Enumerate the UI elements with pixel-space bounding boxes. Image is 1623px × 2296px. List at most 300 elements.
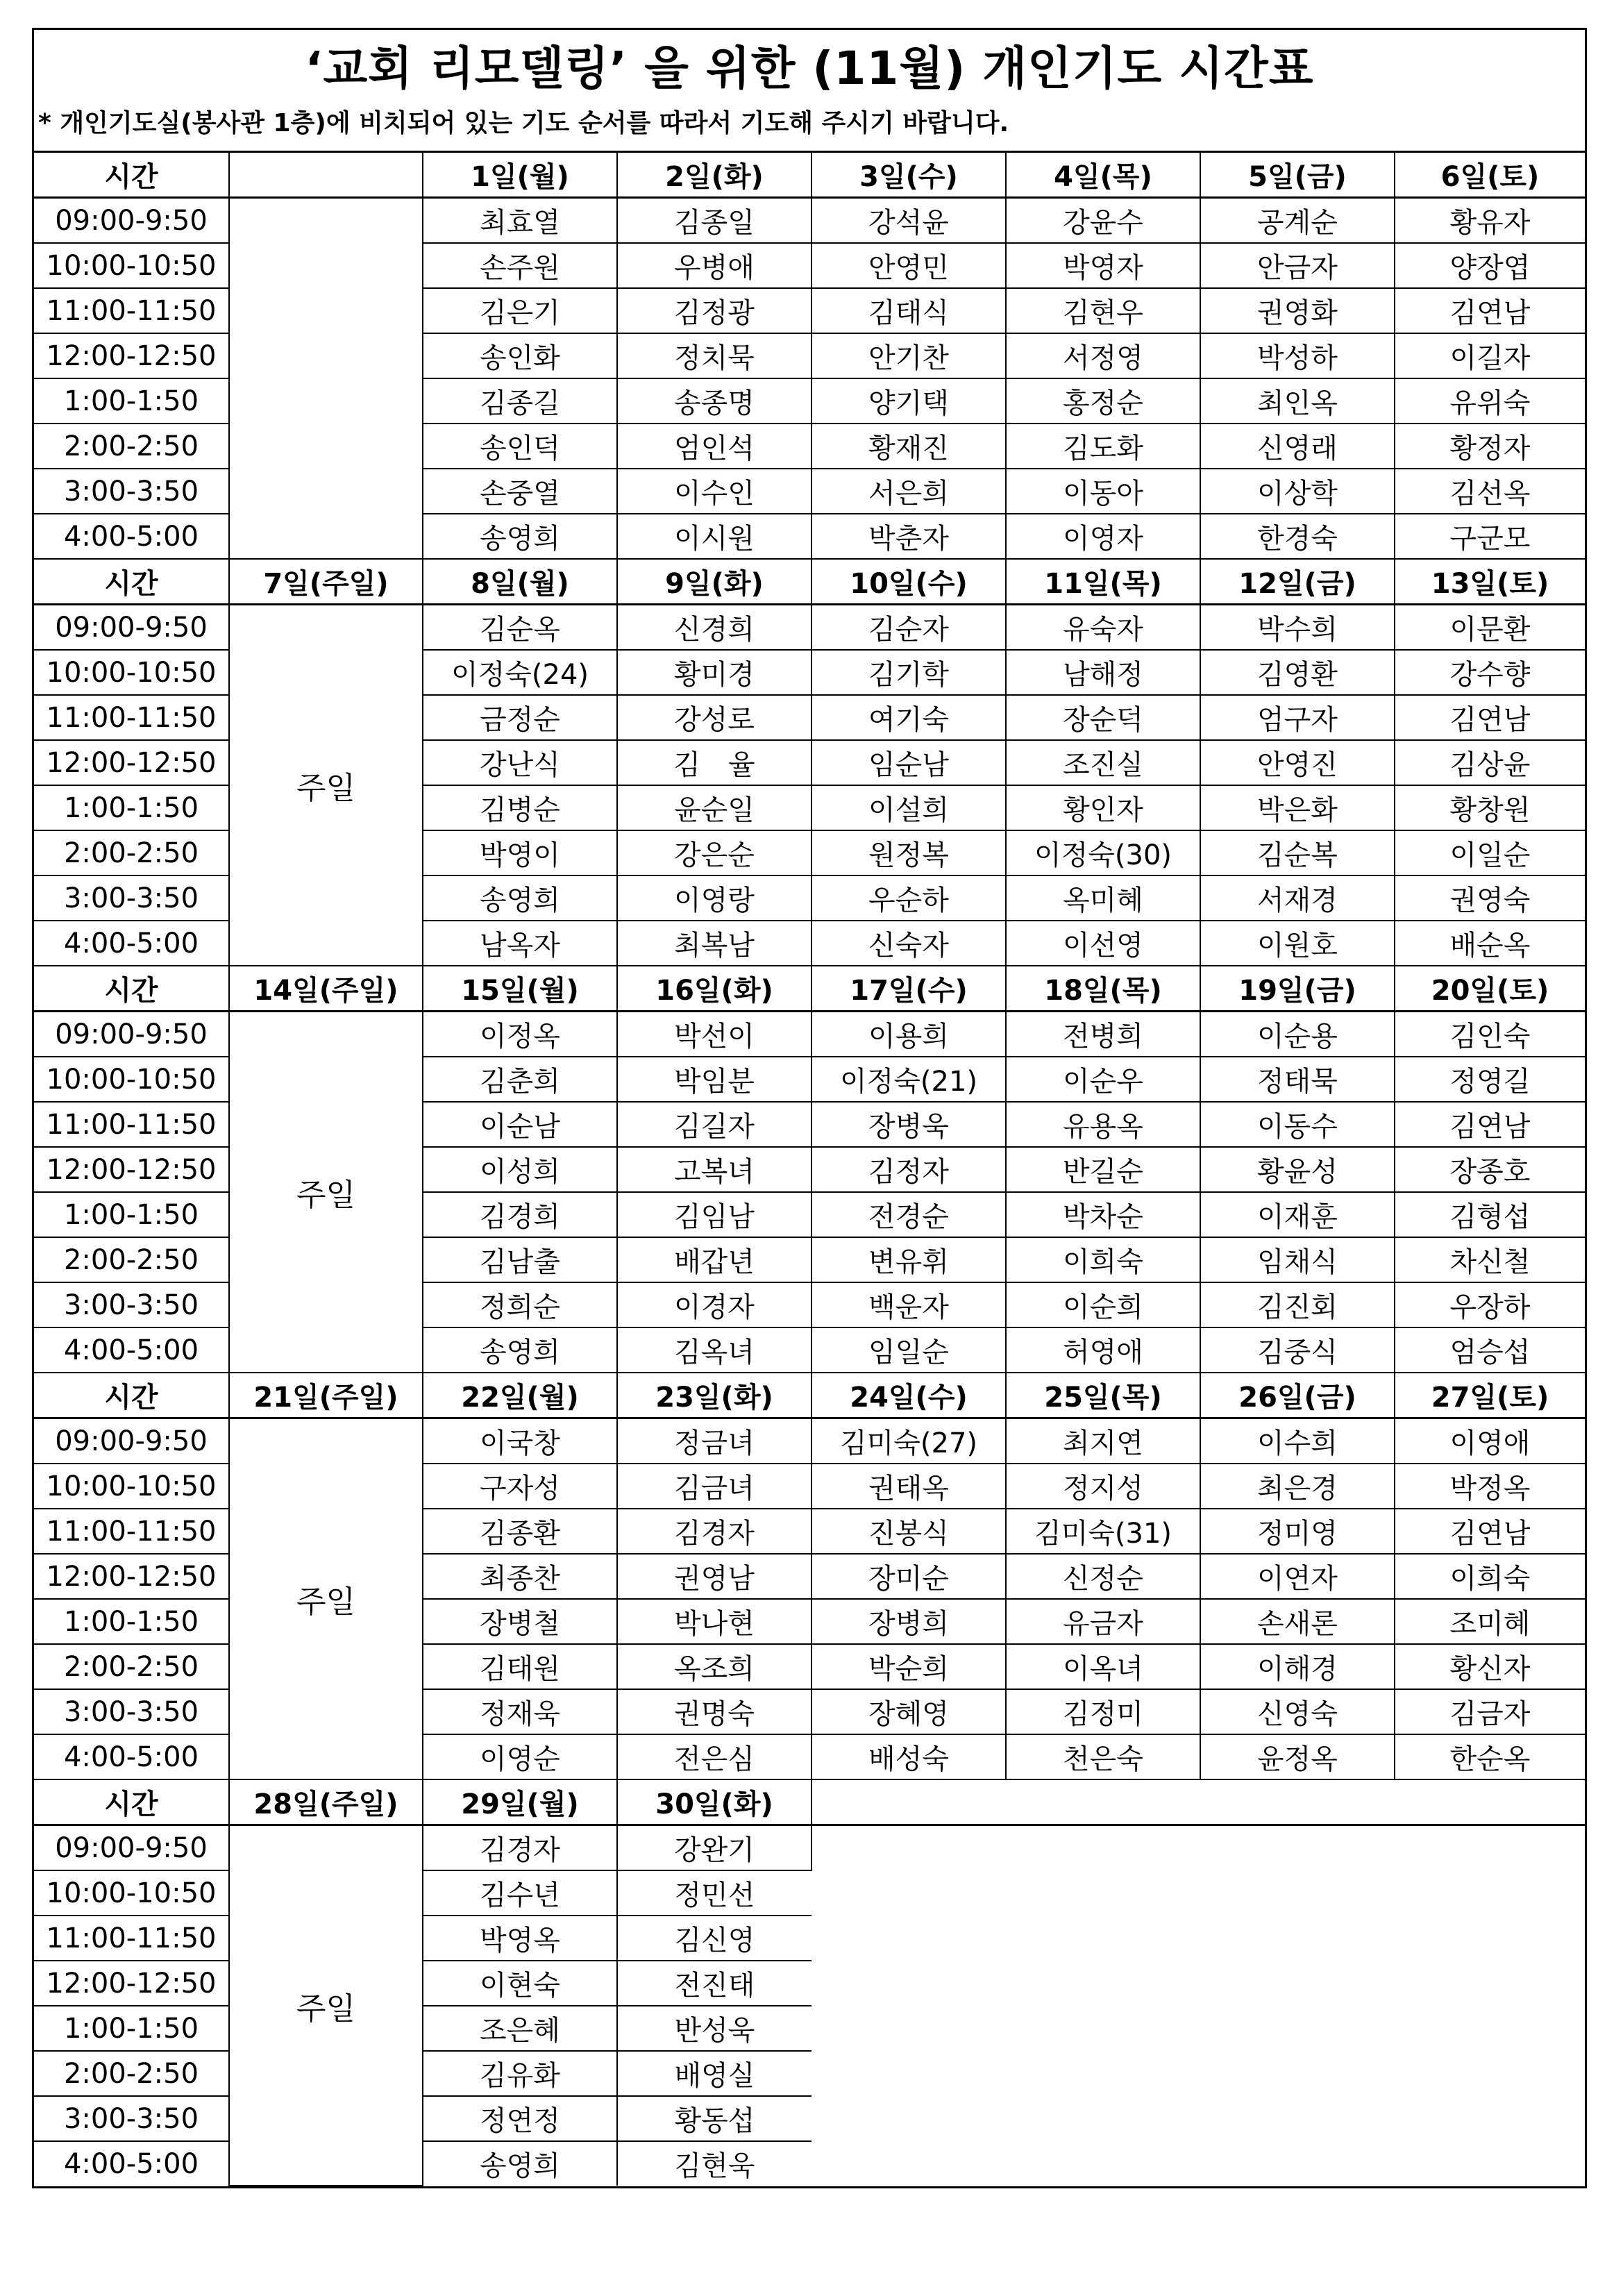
- prayer-name-cell: 공계순: [1200, 198, 1395, 244]
- prayer-name-cell: 김경자: [423, 1825, 617, 1871]
- time-slot-cell: 10:00-10:50: [34, 243, 229, 288]
- prayer-name-cell: 이성희: [423, 1147, 617, 1192]
- prayer-name-cell: 최복남: [617, 921, 812, 966]
- prayer-name-cell: 장미순: [812, 1554, 1006, 1599]
- day-header: 2일(화): [617, 152, 812, 198]
- prayer-name-cell: 손새론: [1200, 1599, 1395, 1644]
- prayer-name-cell: 황인자: [1006, 785, 1200, 830]
- prayer-name-cell: 손중열: [423, 469, 617, 514]
- instruction-note: * 개인기도실(봉사관 1층)에 비치되어 있는 기도 순서를 따라서 기도해 주시기 바랍니다.: [38, 109, 1009, 137]
- time-slot-cell: 12:00-12:50: [34, 740, 229, 785]
- prayer-name-cell: 구군모: [1395, 514, 1585, 559]
- prayer-name-cell: 최지연: [1006, 1418, 1200, 1464]
- sunday-date-header: 14일(주일): [229, 966, 423, 1012]
- prayer-name-cell: 김은기: [423, 288, 617, 333]
- prayer-name-cell: 이해경: [1200, 1644, 1395, 1689]
- time-slot-cell: 2:00-2:50: [34, 1644, 229, 1689]
- prayer-name-cell: 송인화: [423, 333, 617, 378]
- prayer-name-cell: 최은경: [1200, 1464, 1395, 1509]
- sunday-cell: [229, 198, 423, 560]
- prayer-name-cell: 김경희: [423, 1192, 617, 1237]
- prayer-name-cell: 김금녀: [617, 1464, 812, 1509]
- prayer-name-cell: 박순희: [812, 1644, 1006, 1689]
- day-header: 24일(수): [812, 1373, 1006, 1418]
- time-slot-row: [34, 1012, 1585, 1057]
- prayer-name-cell: 정지성: [1006, 1464, 1200, 1509]
- time-slot-cell: 1:00-1:50: [34, 378, 229, 424]
- day-header: 12일(금): [1200, 559, 1395, 605]
- prayer-name-cell: 임채식: [1200, 1237, 1395, 1282]
- prayer-name-cell: 옥미혜: [1006, 875, 1200, 921]
- prayer-name-cell: 한경숙: [1200, 514, 1395, 559]
- time-slot-cell: 3:00-3:50: [34, 1689, 229, 1734]
- prayer-name-cell: 배순옥: [1395, 921, 1585, 966]
- day-header: 10일(수): [812, 559, 1006, 605]
- prayer-name-cell: 장병희: [812, 1599, 1006, 1644]
- prayer-name-cell: 김춘희: [423, 1057, 617, 1102]
- prayer-name-cell: 원정복: [812, 830, 1006, 875]
- prayer-name-cell: 윤순일: [617, 785, 812, 830]
- prayer-name-cell: 변유휘: [812, 1237, 1006, 1282]
- prayer-name-cell: 김순복: [1200, 830, 1395, 875]
- prayer-name-cell: 이현숙: [423, 1961, 617, 2006]
- time-slot-cell: 12:00-12:50: [34, 1147, 229, 1192]
- prayer-name-cell: 신영숙: [1200, 1689, 1395, 1734]
- prayer-name-cell: 김연남: [1395, 1102, 1585, 1147]
- day-header: 9일(화): [617, 559, 812, 605]
- prayer-name-cell: 장순덕: [1006, 695, 1200, 740]
- prayer-name-cell: 엄승섭: [1395, 1327, 1585, 1373]
- prayer-name-cell: 이시원: [617, 514, 812, 559]
- time-slot-cell: 3:00-3:50: [34, 469, 229, 514]
- day-header: 1일(월): [423, 152, 617, 198]
- prayer-name-cell: 이동수: [1200, 1102, 1395, 1147]
- time-slot-cell: 4:00-5:00: [34, 1734, 229, 1779]
- day-header: 30일(화): [617, 1779, 812, 1825]
- time-slot-cell: 2:00-2:50: [34, 830, 229, 875]
- prayer-name-cell: 김종환: [423, 1509, 617, 1554]
- prayer-name-cell: 우병애: [617, 243, 812, 288]
- prayer-name-cell: 한순옥: [1395, 1734, 1585, 1779]
- prayer-name-cell: 김경자: [617, 1509, 812, 1554]
- day-header: 8일(월): [423, 559, 617, 605]
- prayer-name-cell: 김선옥: [1395, 469, 1585, 514]
- time-slot-cell: 4:00-5:00: [34, 2141, 229, 2186]
- prayer-name-cell: 김종일: [617, 198, 812, 244]
- prayer-name-cell: 박선이: [617, 1012, 812, 1057]
- prayer-name-cell: 유용옥: [1006, 1102, 1200, 1147]
- day-header: 27일(토): [1395, 1373, 1585, 1418]
- prayer-name-cell: 이수인: [617, 469, 812, 514]
- time-slot-cell: 1:00-1:50: [34, 1599, 229, 1644]
- time-slot-cell: 11:00-11:50: [34, 1509, 229, 1554]
- prayer-name-cell: 유숙자: [1006, 605, 1200, 651]
- prayer-name-cell: 강완기: [617, 1825, 812, 1871]
- prayer-name-cell: 이국창: [423, 1418, 617, 1464]
- day-header: 11일(목): [1006, 559, 1200, 605]
- prayer-name-cell: 이영랑: [617, 875, 812, 921]
- prayer-name-cell: 배갑년: [617, 1237, 812, 1282]
- prayer-name-cell: 장병욱: [812, 1102, 1006, 1147]
- time-slot-cell: 10:00-10:50: [34, 1870, 229, 1916]
- prayer-name-cell: 고복녀: [617, 1147, 812, 1192]
- time-slot-cell: 1:00-1:50: [34, 785, 229, 830]
- prayer-name-cell: 정금녀: [617, 1418, 812, 1464]
- time-slot-row: [34, 605, 1585, 651]
- prayer-name-cell: 김옥녀: [617, 1327, 812, 1373]
- prayer-name-cell: 이순우: [1006, 1057, 1200, 1102]
- time-slot-cell: 09:00-9:50: [34, 1012, 229, 1057]
- time-slot-row: [34, 1825, 1585, 1871]
- prayer-name-cell: 윤정옥: [1200, 1734, 1395, 1779]
- prayer-name-cell: 이수희: [1200, 1418, 1395, 1464]
- prayer-name-cell: 김연남: [1395, 288, 1585, 333]
- prayer-name-cell: 이상학: [1200, 469, 1395, 514]
- prayer-name-cell: 김미숙(31): [1006, 1509, 1200, 1554]
- prayer-name-cell: 강석윤: [812, 198, 1006, 244]
- prayer-name-cell: 김유화: [423, 2051, 617, 2096]
- prayer-name-cell: 박영이: [423, 830, 617, 875]
- time-slot-cell: 12:00-12:50: [34, 333, 229, 378]
- prayer-name-cell: 권태옥: [812, 1464, 1006, 1509]
- prayer-name-cell: 김정자: [812, 1147, 1006, 1192]
- week-header-row: [34, 152, 1585, 198]
- day-header: 3일(수): [812, 152, 1006, 198]
- prayer-name-cell: 황창원: [1395, 785, 1585, 830]
- time-slot-cell: 12:00-12:50: [34, 1554, 229, 1599]
- prayer-name-cell: 손주원: [423, 243, 617, 288]
- prayer-name-cell: 정미영: [1200, 1509, 1395, 1554]
- time-column-header: 시간: [34, 559, 229, 605]
- prayer-name-cell: 강성로: [617, 695, 812, 740]
- prayer-name-cell: 장종호: [1395, 1147, 1585, 1192]
- prayer-name-cell: 김태원: [423, 1644, 617, 1689]
- time-slot-row: [34, 1418, 1585, 1464]
- time-slot-cell: 09:00-9:50: [34, 198, 229, 244]
- week-header-row: [34, 966, 1585, 1012]
- prayer-name-cell: 김신영: [617, 1916, 812, 1961]
- day-header: 26일(금): [1200, 1373, 1395, 1418]
- day-header: 17일(수): [812, 966, 1006, 1012]
- prayer-name-cell: 권명숙: [617, 1689, 812, 1734]
- prayer-name-cell: 양장엽: [1395, 243, 1585, 288]
- prayer-name-cell: 신경희: [617, 605, 812, 651]
- prayer-name-cell: 김영환: [1200, 650, 1395, 695]
- prayer-name-cell: 조미혜: [1395, 1599, 1585, 1644]
- prayer-name-cell: 이정옥: [423, 1012, 617, 1057]
- prayer-name-cell: 권영화: [1200, 288, 1395, 333]
- prayer-name-cell: 전병희: [1006, 1012, 1200, 1057]
- day-header: 4일(목): [1006, 152, 1200, 198]
- prayer-name-cell: 김순자: [812, 605, 1006, 651]
- time-column-header: 시간: [34, 1373, 229, 1418]
- time-column-header: 시간: [34, 1779, 229, 1825]
- time-slot-cell: 4:00-5:00: [34, 1327, 229, 1373]
- prayer-name-cell: 김종길: [423, 378, 617, 424]
- prayer-name-cell: 신영래: [1200, 424, 1395, 469]
- time-slot-cell: 2:00-2:50: [34, 1237, 229, 1282]
- time-slot-cell: 11:00-11:50: [34, 1102, 229, 1147]
- prayer-name-cell: 이영애: [1395, 1418, 1585, 1464]
- prayer-name-cell: 반길순: [1006, 1147, 1200, 1192]
- prayer-name-cell: 박춘자: [812, 514, 1006, 559]
- day-header: 15일(월): [423, 966, 617, 1012]
- time-slot-cell: 09:00-9:50: [34, 1418, 229, 1464]
- prayer-name-cell: 이용희: [812, 1012, 1006, 1057]
- prayer-name-cell: 이일순: [1395, 830, 1585, 875]
- prayer-name-cell: 전경순: [812, 1192, 1006, 1237]
- day-header: 25일(목): [1006, 1373, 1200, 1418]
- prayer-name-cell: 우장하: [1395, 1282, 1585, 1327]
- prayer-name-cell: 김수년: [423, 1870, 617, 1916]
- prayer-name-cell: 송종명: [617, 378, 812, 424]
- time-slot-cell: 1:00-1:50: [34, 1192, 229, 1237]
- sunday-date-header: [229, 152, 423, 198]
- prayer-name-cell: 이정숙(30): [1006, 830, 1200, 875]
- page-title: ‘교회 리모델링’ 을 위한 (11월) 개인기도 시간표: [305, 42, 1314, 95]
- prayer-name-cell: 안금자: [1200, 243, 1395, 288]
- prayer-name-cell: 김길자: [617, 1102, 812, 1147]
- sunday-cell: 주일: [229, 1825, 423, 2186]
- prayer-name-cell: 박은화: [1200, 785, 1395, 830]
- prayer-name-cell: 금정순: [423, 695, 617, 740]
- prayer-name-cell: 엄인석: [617, 424, 812, 469]
- prayer-name-cell: 김현우: [1006, 288, 1200, 333]
- prayer-name-cell: 강난식: [423, 740, 617, 785]
- prayer-name-cell: 박성하: [1200, 333, 1395, 378]
- prayer-name-cell: 김기학: [812, 650, 1006, 695]
- prayer-name-cell: 배영실: [617, 2051, 812, 2096]
- empty-area: [812, 1825, 1585, 2186]
- prayer-name-cell: 황윤성: [1200, 1147, 1395, 1192]
- prayer-name-cell: 김 율: [617, 740, 812, 785]
- prayer-name-cell: 정재욱: [423, 1689, 617, 1734]
- prayer-name-cell: 정희순: [423, 1282, 617, 1327]
- prayer-name-cell: 이영순: [423, 1734, 617, 1779]
- prayer-name-cell: 조진실: [1006, 740, 1200, 785]
- prayer-name-cell: 김도화: [1006, 424, 1200, 469]
- day-header: 6일(토): [1395, 152, 1585, 198]
- prayer-name-cell: 최인옥: [1200, 378, 1395, 424]
- time-slot-cell: 3:00-3:50: [34, 2096, 229, 2141]
- prayer-name-cell: 전진태: [617, 1961, 812, 2006]
- time-slot-cell: 3:00-3:50: [34, 1282, 229, 1327]
- prayer-name-cell: 조은혜: [423, 2006, 617, 2051]
- time-slot-row: [34, 198, 1585, 244]
- prayer-name-cell: 김미숙(27): [812, 1418, 1006, 1464]
- prayer-name-cell: 박나현: [617, 1599, 812, 1644]
- prayer-name-cell: 최효열: [423, 198, 617, 244]
- time-slot-cell: 10:00-10:50: [34, 1464, 229, 1509]
- time-slot-cell: 4:00-5:00: [34, 921, 229, 966]
- prayer-name-cell: 차신철: [1395, 1237, 1585, 1282]
- prayer-name-cell: 박정옥: [1395, 1464, 1585, 1509]
- time-slot-cell: 2:00-2:50: [34, 424, 229, 469]
- prayer-name-cell: 황유자: [1395, 198, 1585, 244]
- time-slot-cell: 2:00-2:50: [34, 2051, 229, 2096]
- prayer-name-cell: 김형섭: [1395, 1192, 1585, 1237]
- prayer-name-cell: 김병순: [423, 785, 617, 830]
- prayer-name-cell: 정영길: [1395, 1057, 1585, 1102]
- prayer-name-cell: 황신자: [1395, 1644, 1585, 1689]
- prayer-name-cell: 강은순: [617, 830, 812, 875]
- prayer-name-cell: 박차순: [1006, 1192, 1200, 1237]
- prayer-name-cell: 이순용: [1200, 1012, 1395, 1057]
- prayer-name-cell: 남옥자: [423, 921, 617, 966]
- prayer-name-cell: 이원호: [1200, 921, 1395, 966]
- prayer-name-cell: 양기택: [812, 378, 1006, 424]
- prayer-name-cell: 김정광: [617, 288, 812, 333]
- time-slot-cell: 11:00-11:50: [34, 1916, 229, 1961]
- day-header: 22일(월): [423, 1373, 617, 1418]
- day-header: 13일(토): [1395, 559, 1585, 605]
- prayer-name-cell: 안기찬: [812, 333, 1006, 378]
- prayer-name-cell: 구자성: [423, 1464, 617, 1509]
- prayer-name-cell: 강수향: [1395, 650, 1585, 695]
- prayer-name-cell: 엄구자: [1200, 695, 1395, 740]
- prayer-name-cell: 황동섭: [617, 2096, 812, 2141]
- prayer-name-cell: 이희숙: [1395, 1554, 1585, 1599]
- prayer-name-cell: 강윤수: [1006, 198, 1200, 244]
- prayer-name-cell: 임일순: [812, 1327, 1006, 1373]
- week-header-row: [34, 1373, 1585, 1418]
- prayer-name-cell: 이희숙: [1006, 1237, 1200, 1282]
- prayer-name-cell: 전은심: [617, 1734, 812, 1779]
- time-slot-cell: 09:00-9:50: [34, 605, 229, 651]
- time-slot-cell: 11:00-11:50: [34, 288, 229, 333]
- prayer-name-cell: 허영애: [1006, 1327, 1200, 1373]
- prayer-name-cell: 이순남: [423, 1102, 617, 1147]
- day-header: 23일(화): [617, 1373, 812, 1418]
- prayer-name-cell: 장혜영: [812, 1689, 1006, 1734]
- prayer-name-cell: 김임남: [617, 1192, 812, 1237]
- prayer-name-cell: 황정자: [1395, 424, 1585, 469]
- prayer-name-cell: 김정미: [1006, 1689, 1200, 1734]
- sunday-date-header: 21일(주일): [229, 1373, 423, 1418]
- prayer-name-cell: 김인숙: [1395, 1012, 1585, 1057]
- prayer-name-cell: 김진회: [1200, 1282, 1395, 1327]
- prayer-name-cell: 이연자: [1200, 1554, 1395, 1599]
- prayer-name-cell: 정연정: [423, 2096, 617, 2141]
- prayer-name-cell: 서정영: [1006, 333, 1200, 378]
- day-header: 29일(월): [423, 1779, 617, 1825]
- prayer-name-cell: 임순남: [812, 740, 1006, 785]
- time-column-header: 시간: [34, 152, 229, 198]
- prayer-name-cell: 안영진: [1200, 740, 1395, 785]
- prayer-name-cell: 이재훈: [1200, 1192, 1395, 1237]
- prayer-name-cell: 김상윤: [1395, 740, 1585, 785]
- prayer-name-cell: 반성욱: [617, 2006, 812, 2051]
- day-header: 5일(금): [1200, 152, 1395, 198]
- prayer-name-cell: 유금자: [1006, 1599, 1200, 1644]
- sunday-cell: 주일: [229, 1012, 423, 1373]
- prayer-name-cell: 최종찬: [423, 1554, 617, 1599]
- prayer-name-cell: 이영자: [1006, 514, 1200, 559]
- time-column-header: 시간: [34, 966, 229, 1012]
- time-slot-cell: 09:00-9:50: [34, 1825, 229, 1871]
- time-slot-cell: 10:00-10:50: [34, 650, 229, 695]
- prayer-name-cell: 안영민: [812, 243, 1006, 288]
- time-slot-cell: 10:00-10:50: [34, 1057, 229, 1102]
- prayer-name-cell: 서은희: [812, 469, 1006, 514]
- prayer-name-cell: 천은숙: [1006, 1734, 1200, 1779]
- prayer-name-cell: 이옥녀: [1006, 1644, 1200, 1689]
- sunday-date-header: 28일(주일): [229, 1779, 423, 1825]
- prayer-name-cell: 이순희: [1006, 1282, 1200, 1327]
- sunday-cell: 주일: [229, 605, 423, 966]
- prayer-name-cell: 송영희: [423, 1327, 617, 1373]
- prayer-schedule-table: [34, 151, 1585, 2186]
- prayer-name-cell: 이선영: [1006, 921, 1200, 966]
- prayer-name-cell: 김연남: [1395, 695, 1585, 740]
- week-header-row: [34, 1779, 1585, 1825]
- prayer-name-cell: 권영남: [617, 1554, 812, 1599]
- prayer-name-cell: 이정숙(21): [812, 1057, 1006, 1102]
- prayer-name-cell: 백운자: [812, 1282, 1006, 1327]
- day-header: 19일(금): [1200, 966, 1395, 1012]
- sunday-cell: 주일: [229, 1418, 423, 1780]
- prayer-name-cell: 박영옥: [423, 1916, 617, 1961]
- prayer-name-cell: 김남출: [423, 1237, 617, 1282]
- prayer-name-cell: 이문환: [1395, 605, 1585, 651]
- prayer-name-cell: 김태식: [812, 288, 1006, 333]
- prayer-name-cell: 이정숙(24): [423, 650, 617, 695]
- day-header: 20일(토): [1395, 966, 1585, 1012]
- prayer-name-cell: 이동아: [1006, 469, 1200, 514]
- prayer-name-cell: 박영자: [1006, 243, 1200, 288]
- prayer-name-cell: 김순옥: [423, 605, 617, 651]
- prayer-name-cell: 박수희: [1200, 605, 1395, 651]
- day-header: 16일(화): [617, 966, 812, 1012]
- prayer-name-cell: 송인덕: [423, 424, 617, 469]
- prayer-name-cell: 정태묵: [1200, 1057, 1395, 1102]
- prayer-name-cell: 황미경: [617, 650, 812, 695]
- time-slot-cell: 3:00-3:50: [34, 875, 229, 921]
- empty-area: [812, 1779, 1585, 1825]
- prayer-name-cell: 이경자: [617, 1282, 812, 1327]
- week-header-row: [34, 559, 1585, 605]
- time-slot-cell: 1:00-1:50: [34, 2006, 229, 2051]
- prayer-name-cell: 김중식: [1200, 1327, 1395, 1373]
- day-header: 18일(목): [1006, 966, 1200, 1012]
- schedule-sheet: [32, 28, 1587, 2188]
- prayer-name-cell: 황재진: [812, 424, 1006, 469]
- prayer-name-cell: 신정순: [1006, 1554, 1200, 1599]
- prayer-name-cell: 김금자: [1395, 1689, 1585, 1734]
- prayer-name-cell: 이설희: [812, 785, 1006, 830]
- prayer-name-cell: 박임분: [617, 1057, 812, 1102]
- sunday-date-header: 7일(주일): [229, 559, 423, 605]
- prayer-name-cell: 서재경: [1200, 875, 1395, 921]
- prayer-name-cell: 김현욱: [617, 2141, 812, 2186]
- prayer-name-cell: 여기숙: [812, 695, 1006, 740]
- prayer-name-cell: 우순하: [812, 875, 1006, 921]
- prayer-name-cell: 송영희: [423, 514, 617, 559]
- prayer-name-cell: 남해정: [1006, 650, 1200, 695]
- time-slot-cell: 12:00-12:50: [34, 1961, 229, 2006]
- time-slot-cell: 4:00-5:00: [34, 514, 229, 559]
- prayer-name-cell: 정민선: [617, 1870, 812, 1916]
- prayer-name-cell: 신숙자: [812, 921, 1006, 966]
- prayer-name-cell: 송영희: [423, 875, 617, 921]
- prayer-name-cell: 배성숙: [812, 1734, 1006, 1779]
- time-slot-cell: 11:00-11:50: [34, 695, 229, 740]
- prayer-name-cell: 유위숙: [1395, 378, 1585, 424]
- prayer-name-cell: 송영희: [423, 2141, 617, 2186]
- prayer-name-cell: 진봉식: [812, 1509, 1006, 1554]
- prayer-name-cell: 이길자: [1395, 333, 1585, 378]
- prayer-name-cell: 김연남: [1395, 1509, 1585, 1554]
